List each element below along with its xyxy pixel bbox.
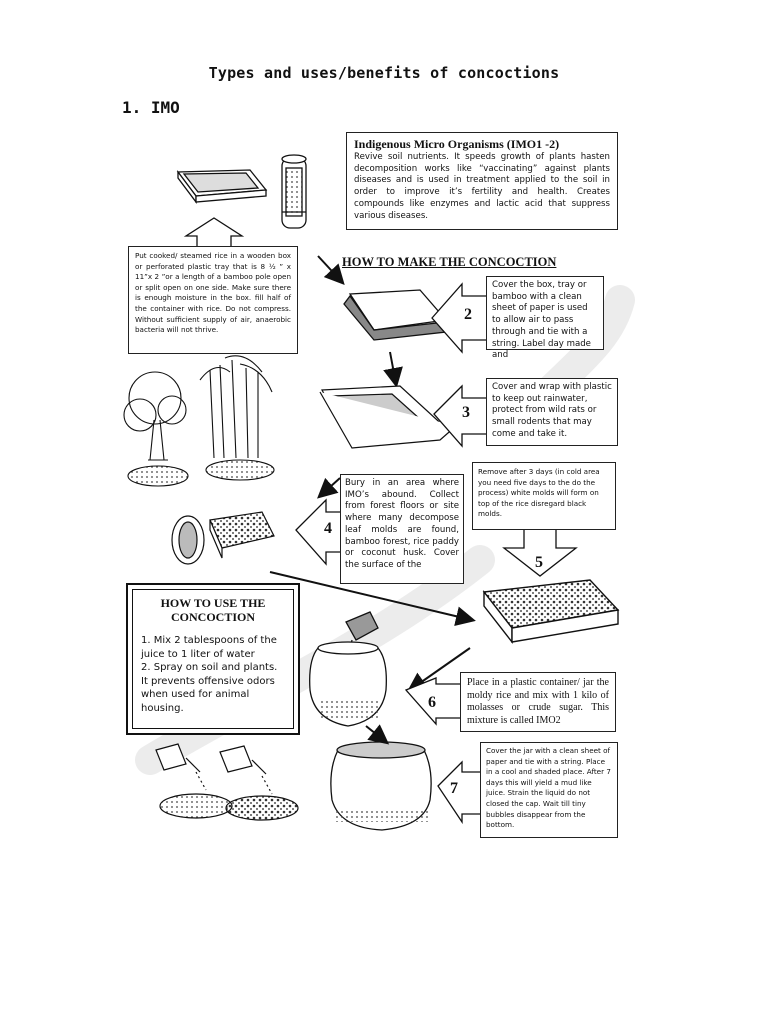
left-arrow-7 — [438, 762, 482, 822]
step-3-box — [486, 378, 618, 446]
how-to-make-heading: HOW TO MAKE THE CONCOCTION — [342, 255, 557, 269]
intro-text: Revive soil nutrients. It speeds growth of plants hasten decomposition works like “vaccinating” against plants diseases and is used in treatment applied to the soil in order to improve it’s fertility and health. Creates compounds like enzymes and lactic acid that suppress various diseases. — [354, 152, 610, 221]
jar-pouring-illustration — [310, 612, 387, 726]
coconut-husk-illustration — [172, 512, 274, 564]
forest-illustration — [124, 356, 274, 486]
step-3-number: 3 — [462, 404, 470, 421]
how-to-use-line-1: 1. Mix 2 tablespoons of the juice to 1 liter of water — [141, 635, 277, 660]
up-arrow-1 — [186, 218, 242, 246]
step-2-text: Cover the box, tray or bamboo with a clean sheet of paper is used to allow air to pass through and tie with a string. Label day made and — [492, 280, 591, 361]
step-7-number: 7 — [450, 780, 458, 797]
step-6-number: 6 — [428, 694, 436, 711]
section-heading: 1. IMO — [122, 98, 180, 117]
intro-box — [346, 132, 618, 230]
watering-cans-illustration — [156, 744, 298, 820]
step-3-text: Cover and wrap with plastic to keep out rainwater, protect from wild rats or small rodents that may come and take it. — [492, 382, 612, 439]
step-2-number: 2 — [464, 306, 472, 323]
step-4-box — [340, 474, 464, 584]
covered-jar-illustration — [331, 742, 431, 830]
how-to-use-heading-1: HOW TO USE THE — [160, 596, 266, 610]
moldy-rice-box-illustration — [484, 580, 618, 642]
step-6-box — [460, 672, 616, 732]
wrapped-box-illustration — [320, 386, 456, 448]
step-7-text: Cover the jar with a clean sheet of paper and tie with a string. Place in a cool and shaded place. After 7 days this will yield a mud like juice. Strain the liquid do not closed the cap. Wait till tiny bubbles disappear from the bottom. — [486, 746, 611, 830]
wooden-tray-illustration — [178, 170, 266, 202]
how-to-use-box — [126, 583, 300, 735]
step-4-text: Bury in an area where IMO’s abound. Collect from forest floors or site where many decompose leaf molds are found, bamboo forest, rice paddy or coconut husk. Cover the surface of the — [345, 478, 459, 570]
step-4-number: 4 — [324, 520, 332, 537]
covered-box-illustration — [344, 290, 446, 340]
step-1-box — [128, 246, 298, 354]
step-1-text: Put cooked/ steamed rice in a wooden box or perforated plastic tray that is 8 ½ ” x 11”x 2 ”or a length of a bamboo pole open or split open on one side. Make sure there is enough moisture in the box. fill half of the container with rice. Do not compress. Without sufficient supply of air, anaerobic bacteria will not thrive. — [135, 251, 291, 335]
step-6-text: Place in a plastic container/ jar the moldy rice and mix with 1 kilo of molasses or crude sugar. This mixture is called IMO2 — [467, 677, 609, 726]
step-5-number: 5 — [535, 554, 543, 571]
how-to-use-heading-2: CONCOCTION — [170, 610, 255, 624]
step-2-box — [486, 276, 604, 361]
step-7-box — [480, 742, 618, 838]
page-title: Types and uses/benefits of concoctions — [208, 64, 560, 82]
intro-heading: Indigenous Micro Organisms (IMO1 -2) — [354, 137, 560, 151]
step-5-box — [472, 462, 616, 530]
how-to-use-line-2: 2. Spray on soil and plants. It prevents offensive odors when used for animal housing. — [141, 662, 278, 714]
step-5-text: Remove after 3 days (in cold area you need five days to the do the process) white molds will form on top of the rice disregard black molds. — [478, 467, 600, 519]
bamboo-pole-illustration — [282, 155, 306, 228]
left-arrow-4 — [296, 500, 342, 564]
left-arrow-2 — [432, 284, 488, 352]
